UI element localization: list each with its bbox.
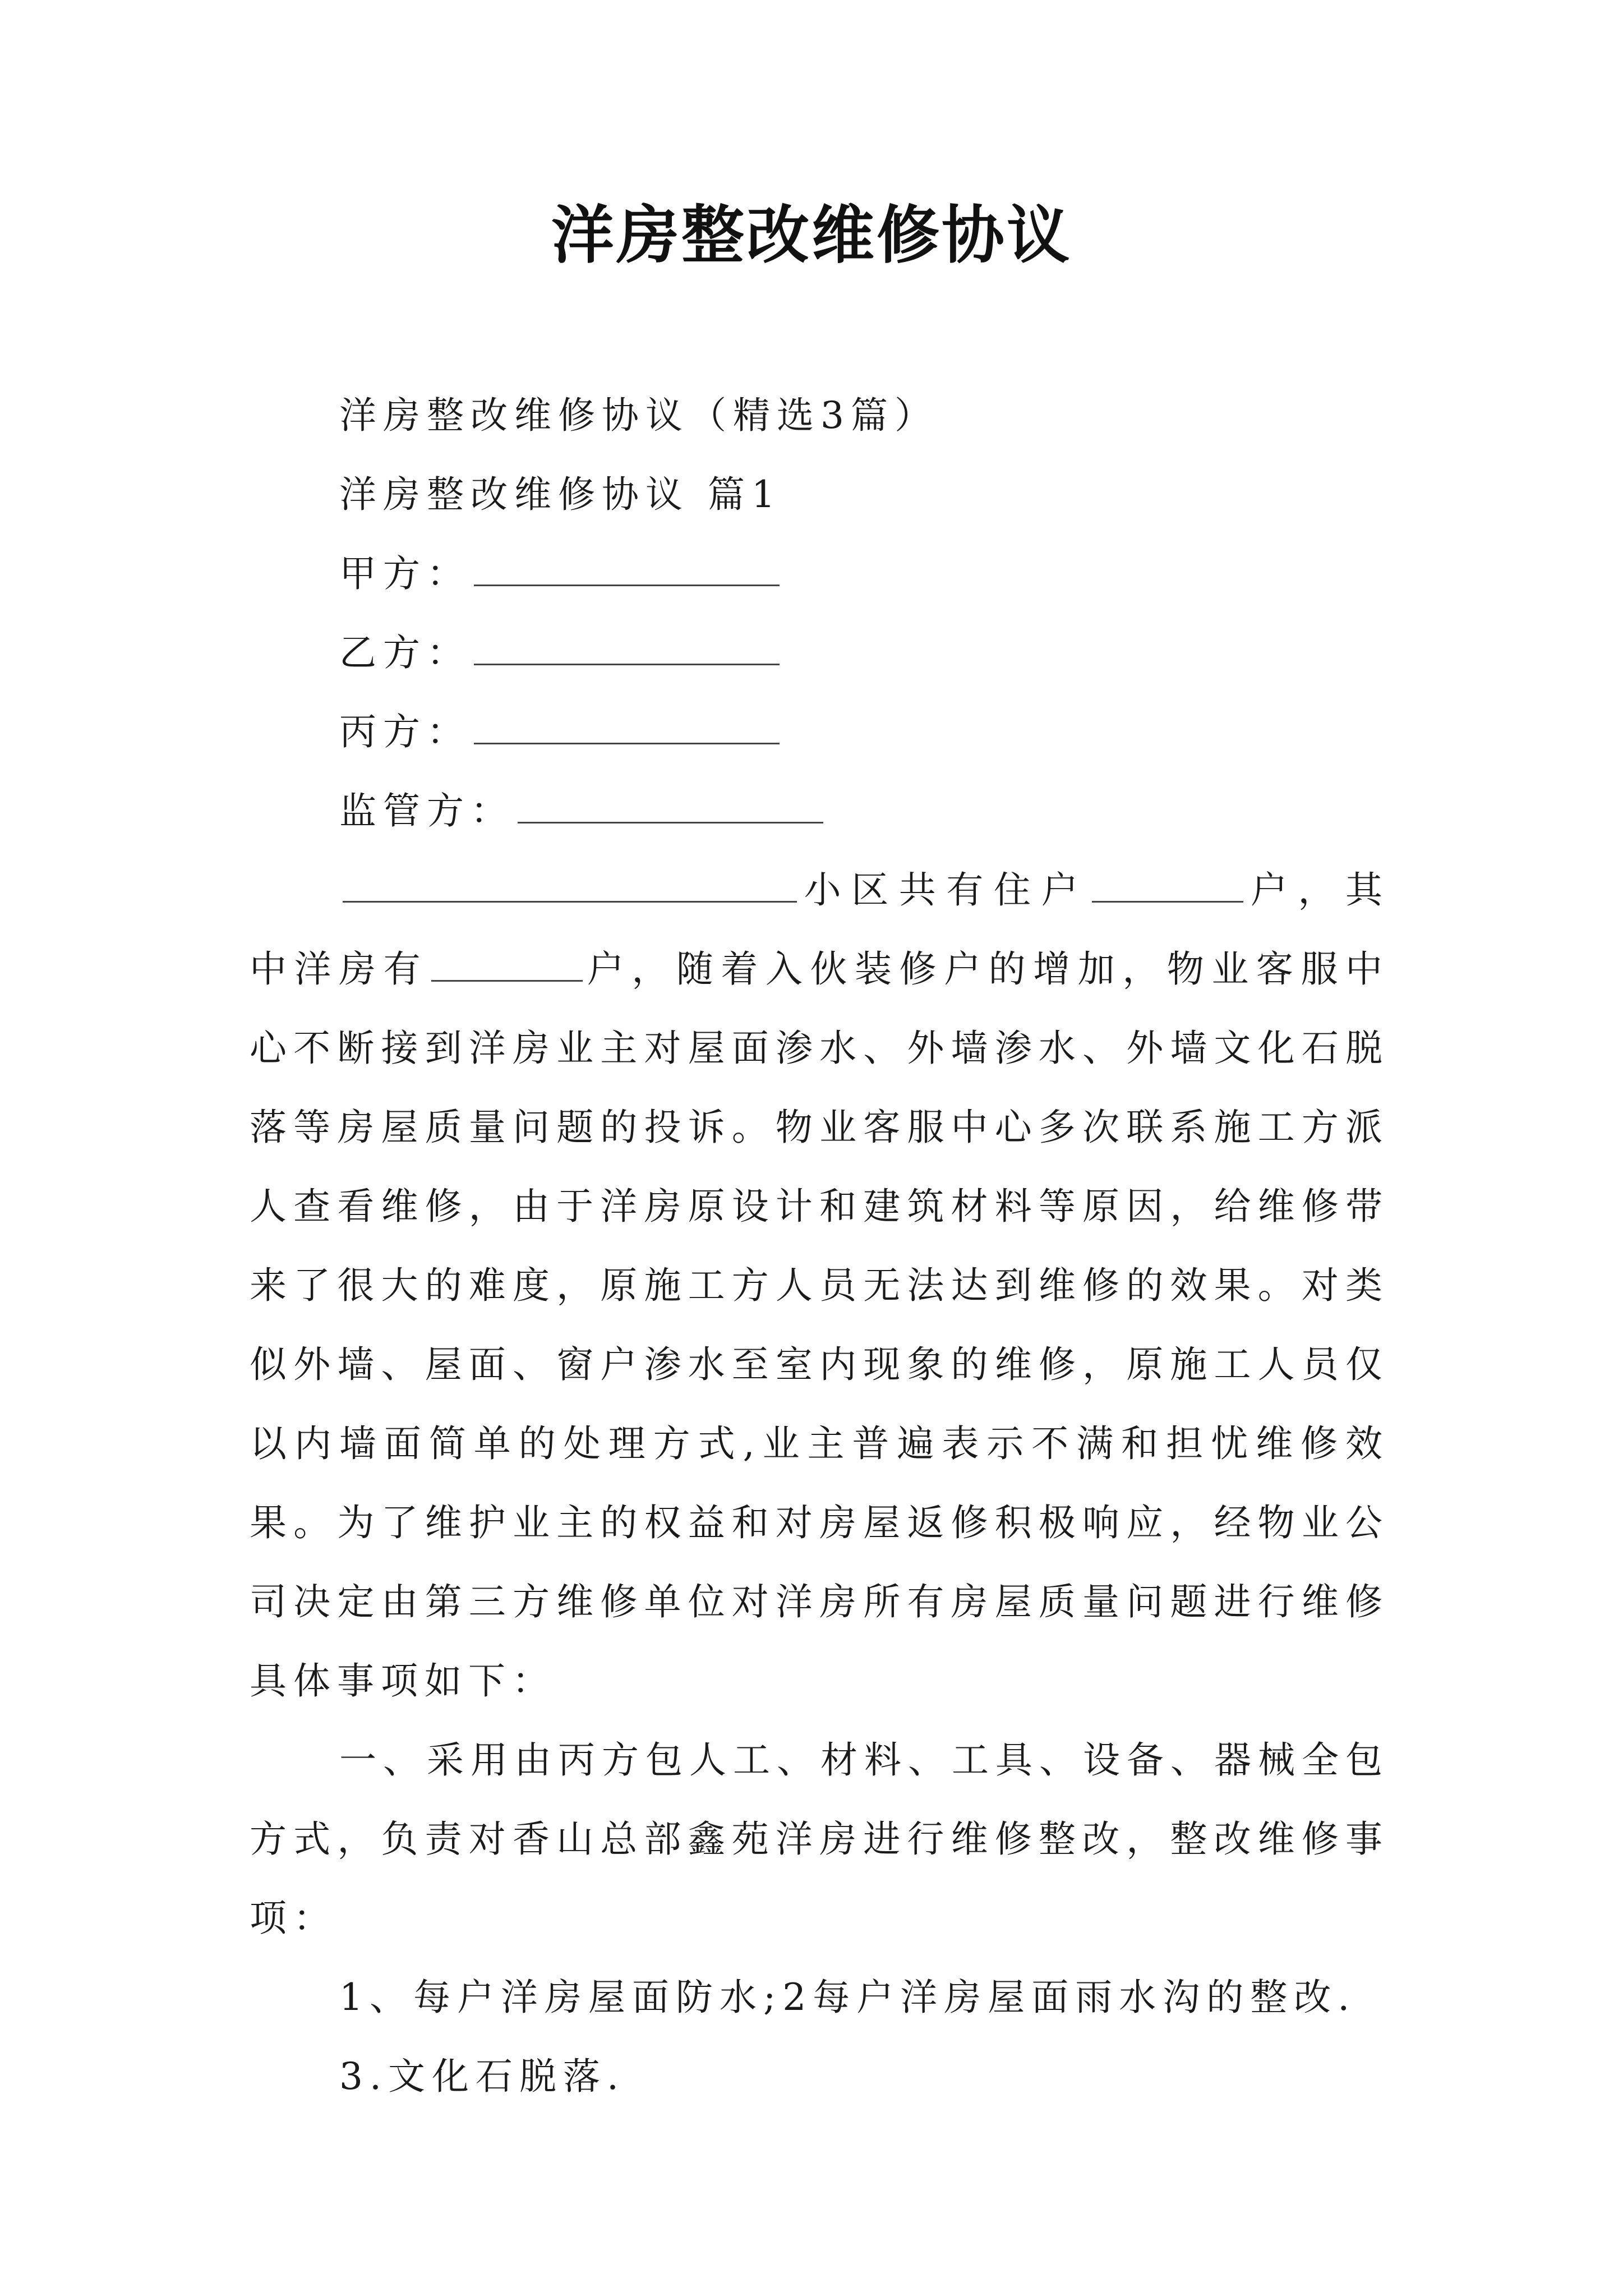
intro-paragraph <box>250 850 1389 1720</box>
villa-prefix: 洋房有 <box>294 947 428 991</box>
supervisor-label: 监管方： <box>339 789 514 832</box>
party-a-label: 甲方： <box>339 552 471 595</box>
community-name-blank <box>343 864 797 903</box>
household-unit: 户，其中 <box>250 868 1390 991</box>
item-3: 3.文化石脱落. <box>339 2055 625 2098</box>
clause-1: 一、采用由丙方包人工、材料、工具、设备、器械全包方式，负责对香山总部鑫苑洋房进行维修整改，整改维修事项： <box>250 1738 1389 1940</box>
party-b-label: 乙方： <box>339 631 471 674</box>
household-count-blank <box>1092 864 1243 903</box>
supervisor-blank <box>518 785 823 823</box>
party-c-line <box>250 692 1389 771</box>
subtitle: 洋房整改维修协议（精选3篇） <box>339 394 938 437</box>
party-b-line <box>250 613 1389 692</box>
document-body <box>250 376 1389 2116</box>
section-heading: 洋房整改维修协议 篇1 <box>339 473 782 516</box>
document-title: 洋房整改维修协议 <box>551 199 1072 272</box>
party-a-line <box>250 534 1389 613</box>
party-c-blank <box>474 706 780 744</box>
item-1: 1、每户洋房屋面防水;2每户洋房屋面雨水沟的整改. <box>339 1976 1357 2019</box>
party-b-blank <box>474 627 780 665</box>
intro-rest: 户，随着入伙装修户的增加，物业客服中心不断接到洋房业主对屋面渗水、外墙渗水、外墙文化石脱落等房屋质量问题的投诉。物业客服中心多次联系施工方派人查看维修，由于洋房原设计和建筑材料等原因，给维修带来了很大的难度，原施工方人员无法达到维修的效果。对类似外墙、屋面、窗户渗水至室内现象的维修，原施工人员仅以内墙面简单的处理方式,业主普遍表示不满和担忧维修效果。为了维护业主的权益和对房屋返修积极响应，经物业公司决定由第三方维修单位对洋房所有房屋质量问题进行维修具体事项如下： <box>250 947 1390 1703</box>
supervisor-line <box>250 771 1389 850</box>
villa-count-blank <box>431 943 583 982</box>
party-c-label: 丙方： <box>339 710 471 753</box>
community-suffix: 小区共有住户 <box>800 868 1089 912</box>
party-a-blank <box>474 547 780 586</box>
